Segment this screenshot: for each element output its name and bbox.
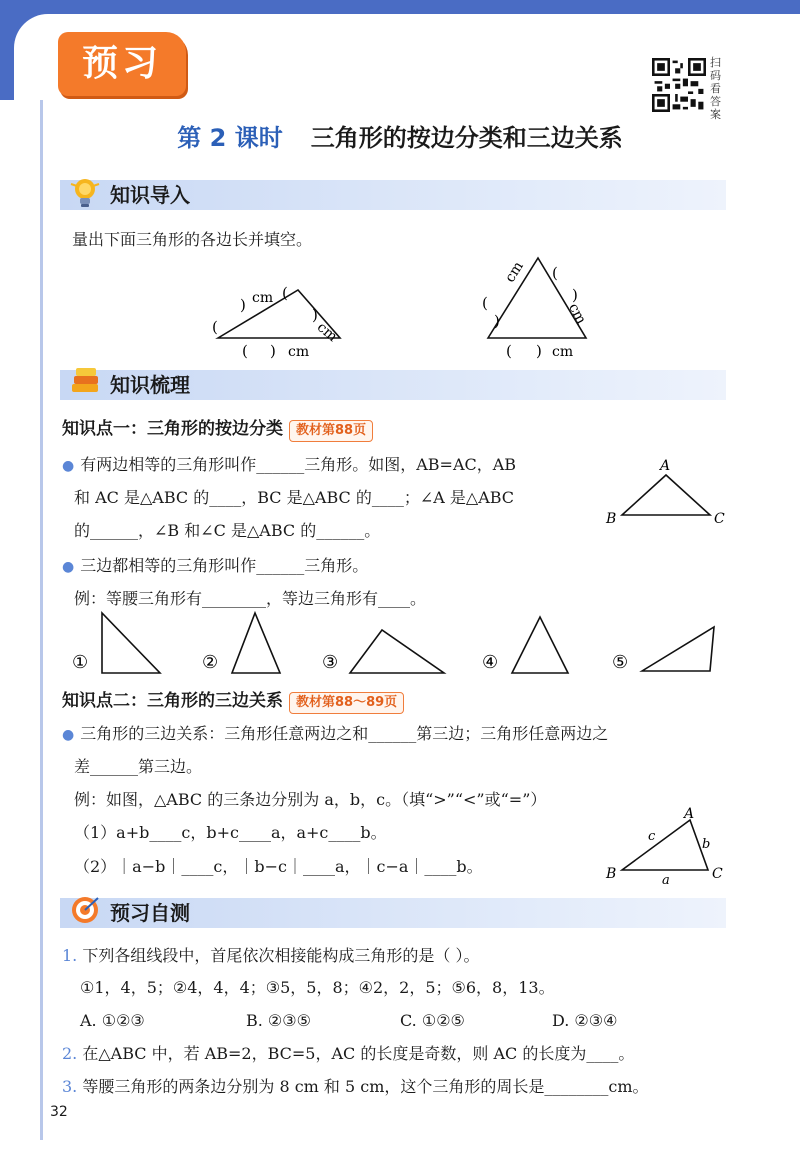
q1-option-a[interactable]: A. ①②③ (80, 1011, 145, 1030)
shape-4-label: ④ (482, 652, 499, 673)
qr-caption: 扫码看答案 (710, 56, 721, 121)
shape-3-label: ③ (322, 652, 339, 673)
kp2-line2: 差______第三边。 (74, 757, 203, 776)
fig2-side-a: a (662, 873, 670, 886)
kp1-shapes-row (60, 605, 740, 680)
fig2-label-B: B (606, 866, 617, 882)
kp2-line4: （1）a+b____c，b+c____a，a+c____b。 (74, 823, 387, 842)
target-icon (68, 892, 102, 928)
bullet-icon: ● (62, 559, 75, 575)
kp1-heading (62, 414, 373, 442)
tri1-bottom-cm: cm (288, 344, 310, 360)
section-review-bar (60, 370, 726, 400)
tri1-right-paren: ( (282, 284, 288, 302)
kp1-line5: 例：等腰三角形有________，等边三角形有____。 (74, 589, 427, 608)
section-intro-bar (60, 180, 726, 210)
shape-4-triangle (512, 617, 568, 673)
tri2-bottom-label2: ) (536, 342, 542, 360)
q1-option-c[interactable]: C. ①②⑤ (400, 1011, 465, 1030)
tri1-bottom-label: ( (242, 342, 248, 360)
kp2-textbook-tag: 教材第88～89页 (289, 692, 404, 714)
tri2-right-paren2: ) (572, 286, 578, 304)
kp1-line4-text: 三边都相等的三角形叫作______三角形。 (80, 556, 369, 575)
q2-number: 2. (62, 1044, 78, 1063)
tri1-left-paren: ( (212, 318, 218, 336)
shape-2-label: ② (202, 652, 219, 673)
preview-badge: 预习 (58, 32, 186, 96)
lesson-topic: 三角形的按边分类和三边关系 (310, 124, 623, 152)
tri2-right-paren: ( (552, 264, 558, 282)
fig2-side-c: c (648, 829, 656, 844)
q1-number: 1. (62, 946, 78, 965)
label-C: C (714, 511, 725, 527)
q3-number: 3. (62, 1077, 78, 1096)
kp2-line3: 例：如图，△ABC 的三条边分别为 a，b，c。（填“>”“<”或“=”） (74, 790, 547, 809)
tri2-right-cm: cm (565, 300, 590, 327)
bullet-icon: ● (62, 727, 75, 743)
bullet-icon: ● (62, 458, 75, 474)
books-icon (68, 364, 102, 400)
section-selftest-bar (60, 898, 726, 928)
tri2-left-paren: ( (482, 294, 488, 312)
label-B: B (606, 511, 617, 527)
q3-text: 等腰三角形的两条边分别为 8 cm 和 5 cm，这个三角形的周长是________cm。 (82, 1077, 649, 1096)
tri1-left-paren2: ) (240, 296, 246, 314)
fig2-side-b: b (702, 837, 711, 852)
kp2-line1 (62, 724, 608, 745)
section-review-title: 知识梳理 (110, 373, 190, 397)
kp1-line4 (62, 556, 368, 577)
kp1-isosceles-figure (600, 455, 740, 530)
kp1-textbook-tag: 教材第88页 (289, 420, 373, 442)
abc-triangle (622, 820, 711, 870)
shape-3-triangle (350, 630, 444, 673)
page-title (0, 118, 800, 153)
label-A: A (660, 458, 671, 474)
kp2-line5: （2）｜a−b｜____c，｜b−c｜____a，｜c−a｜____b。 (74, 857, 483, 876)
q1-sets: ①1，4，5；②4，4，4；③5，5，8；④2，2，5；⑤6，8，13。 (80, 978, 555, 997)
q1-option-b[interactable]: B. ②③⑤ (246, 1011, 311, 1030)
q1 (62, 946, 479, 966)
q2-text: 在△ABC 中，若 AB=2，BC=5，AC 的长度是奇数，则 AC 的长度为____。 (82, 1044, 635, 1063)
intro-figures (200, 250, 620, 370)
page-number: 32 (50, 1104, 68, 1120)
kp2-triangle-figure (598, 806, 738, 886)
section-selftest-title: 预习自测 (110, 901, 190, 925)
q2 (62, 1044, 634, 1064)
section-intro-title: 知识导入 (110, 183, 190, 207)
kp2-line1-text: 三角形的三边关系：三角形任意两边之和______第三边；三角形任意两边之 (80, 724, 609, 743)
tri2-left-paren2: ) (494, 312, 500, 330)
tri1-right-cm: cm (313, 319, 341, 346)
tri1-bottom-label2: ) (270, 342, 276, 360)
tri1-left-cm: cm (252, 290, 274, 306)
q1-text: 下列各组线段中，首尾依次相接能构成三角形的是（ ）。 (82, 946, 480, 965)
kp1-title: 知识点一：三角形的按边分类 (62, 419, 283, 439)
shape-1-triangle (102, 613, 160, 673)
kp1-line1-text: 有两边相等的三角形叫作______三角形。如图，AB=AC，AB (80, 455, 517, 474)
kp1-line1 (62, 455, 516, 476)
tri2-bottom-cm: cm (552, 344, 574, 360)
tri2-left-cm: cm (502, 258, 527, 286)
shape-5-label: ⑤ (612, 652, 629, 673)
fig2-label-C: C (712, 866, 723, 882)
q3 (62, 1077, 649, 1097)
margin-rule (40, 100, 43, 1140)
intro-instruction: 量出下面三角形的各边长并填空。 (72, 230, 313, 249)
fig2-label-A: A (684, 806, 695, 822)
kp1-line2: 和 AC 是△ABC 的____，BC 是△ABC 的____；∠A 是△ABC (74, 488, 515, 507)
tri1-right-paren2: ) (312, 306, 318, 324)
shape-5-triangle (642, 627, 714, 671)
shape-1-label: ① (72, 652, 89, 673)
kp2-title: 知识点二：三角形的三边关系 (62, 691, 283, 711)
qr-code-icon[interactable] (652, 58, 706, 112)
kp2-heading (62, 686, 404, 714)
lesson-number: 第 2 课时 (177, 124, 283, 152)
q1-option-d[interactable]: D. ②③④ (552, 1011, 618, 1030)
lightbulb-icon (68, 174, 102, 210)
kp1-line3: 的______，∠B 和∠C 是△ABC 的______。 (74, 521, 381, 540)
shape-2-triangle (232, 613, 280, 673)
isosceles-triangle (622, 475, 710, 515)
tri2-bottom-label: ( (506, 342, 512, 360)
